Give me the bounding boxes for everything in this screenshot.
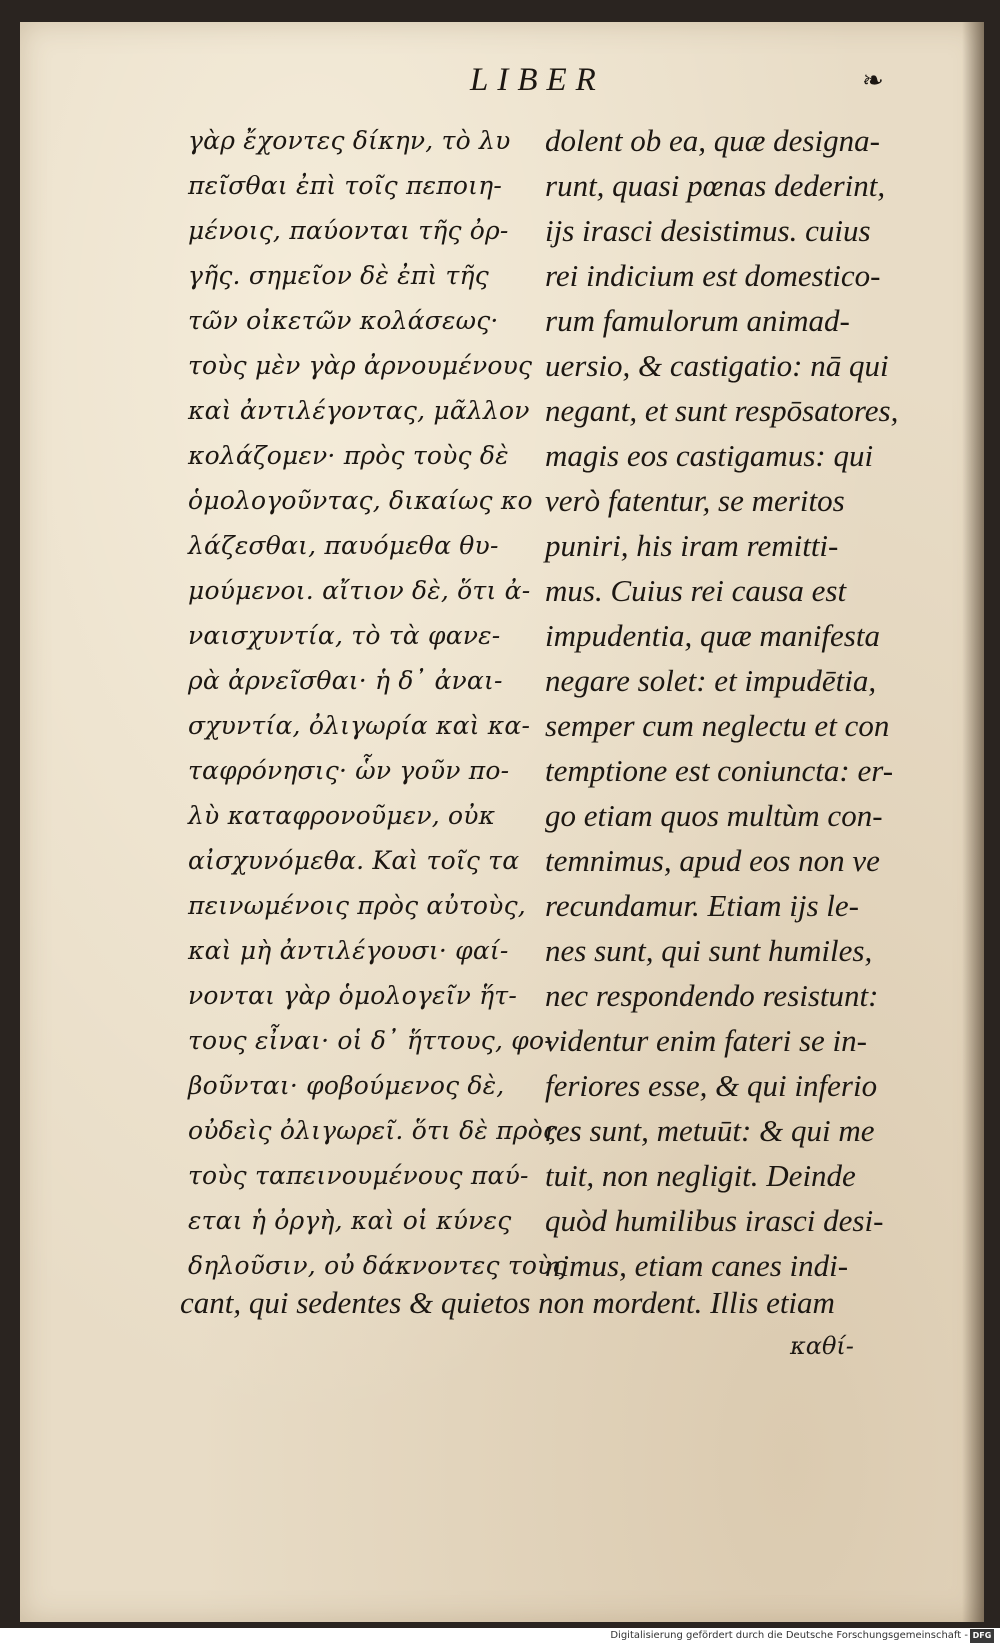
digitization-footer: [0, 1628, 1000, 1645]
latin-line: recundamur. Etiam ijs le-: [545, 888, 859, 923]
latin-text-column: [545, 118, 925, 1288]
latin-line: dolent ob ea, quæ designa-: [545, 123, 880, 158]
latin-line: magis eos castigamus: qui: [545, 438, 874, 473]
greek-line: πεῖσθαι ἐπὶ τοῖς πεποιη-: [188, 171, 502, 200]
latin-line: tuit, non negligit. Deinde: [545, 1158, 856, 1193]
greek-line: πεινωμένοις πρὸς αὐτοὺς,: [188, 891, 526, 920]
greek-line: ὁμολογοῦντας, δικαίως κο: [188, 486, 533, 515]
greek-line: γὰρ ἔχοντες δίκην, τὸ λυ: [188, 126, 511, 155]
latin-line: rum famulorum animad-: [545, 303, 850, 338]
latin-line: feriores esse, & qui inferio: [545, 1068, 878, 1103]
greek-line: τῶν οἰκετῶν κολάσεως·: [188, 306, 499, 335]
running-title: LIBER: [470, 62, 605, 98]
greek-line: ναισχυντία, τὸ τὰ φανε-: [188, 621, 501, 650]
greek-line: μένοις, παύονται τῆς ὀρ-: [188, 216, 509, 245]
latin-line: uersio, & castigatio: nā qui: [545, 348, 889, 383]
latin-line: quòd humilibus irasci desi-: [545, 1203, 884, 1238]
latin-line: ijs irasci desistimus. cuius: [545, 213, 871, 248]
greek-line: αἰσχυνόμεθα. Καὶ τοῖς τα: [188, 846, 520, 875]
latin-line: puniri, his iram remitti-: [545, 528, 839, 563]
latin-line: nec respondendo resistunt:: [545, 978, 879, 1013]
latin-line: temptione est coniuncta: er-: [545, 753, 894, 788]
greek-line: λάζεσθαι, παυόμεθα θυ-: [188, 531, 499, 560]
latin-line: runt, quasi pœnas dederint,: [545, 168, 886, 203]
greek-line: οὐδεὶς ὀλιγωρεῖ. ὅτι δὲ πρὸς: [188, 1116, 558, 1145]
greek-line: λὺ καταφρονοῦμεν, οὐκ: [188, 801, 496, 830]
latin-line: semper cum neglectu et con: [545, 708, 890, 743]
latin-line: nes sunt, qui sunt humiles,: [545, 933, 873, 968]
greek-line: γῆς. σημεῖον δὲ ἐπὶ τῆς: [188, 261, 489, 290]
greek-text-column: [188, 118, 567, 1288]
greek-line: ταφρόνησις· ὧν γοῦν πο-: [188, 756, 510, 785]
latin-line: videntur enim fateri se in-: [545, 1023, 867, 1058]
greek-line: τοὺς ταπεινουμένους παύ-: [188, 1161, 529, 1190]
footer-credit: Digitalisierung gefördert durch die Deutsche Forschungsgemeinschaft -: [610, 1630, 968, 1641]
greek-line: ρὰ ἀρνεῖσθαι· ἡ δ᾽ ἀναι-: [188, 666, 503, 695]
greek-line: μούμενοι. αἴτιον δὲ, ὅτι ἀ-: [188, 576, 531, 605]
latin-line: nimus, etiam canes indi-: [545, 1248, 849, 1283]
latin-line: negant, et sunt respōsatores,: [545, 393, 899, 428]
page-gutter-shadow: [962, 22, 984, 1622]
greek-line: βοῦνται· φοβούμενος δὲ,: [188, 1071, 505, 1100]
greek-line: καὶ ἀντιλέγοντας, μᾶλλον: [188, 396, 530, 425]
latin-line: verò fatentur, se meritos: [545, 483, 845, 518]
latin-line: rei indicium est domestico-: [545, 258, 881, 293]
latin-line: negare solet: et impudētia,: [545, 663, 877, 698]
dfg-logo: DFG: [970, 1629, 994, 1643]
latin-line: temnimus, apud eos non ve: [545, 843, 880, 878]
greek-line: νονται γὰρ ὁμολογεῖν ἥτ-: [188, 981, 517, 1010]
greek-line: τοὺς μὲν γὰρ ἀρνουμένους: [188, 351, 533, 380]
greek-line: εται ἡ ὀργὴ, καὶ οἱ κύνες: [188, 1206, 512, 1235]
catchword: καθί-: [790, 1332, 854, 1360]
latin-line: impudentia, quæ manifesta: [545, 618, 880, 653]
greek-line: σχυντία, ὀλιγωρία καὶ κα-: [188, 711, 531, 740]
greek-line: τους εἶναι· οἱ δ᾽ ἥττους, φο-: [188, 1026, 553, 1055]
latin-line: mus. Cuius rei causa est: [545, 573, 847, 608]
leaf-ornament-icon: ❧: [862, 66, 884, 96]
latin-line: go etiam quos multùm con-: [545, 798, 883, 833]
greek-line: κολάζομεν· πρὸς τοὺς δὲ: [188, 441, 509, 470]
greek-line: δηλοῦσιν, οὐ δάκνοντες τοὺς: [188, 1251, 567, 1280]
greek-line: καὶ μὴ ἀντιλέγουσι· φαί-: [188, 936, 509, 965]
full-width-latin-line: cant, qui sedentes & quietos non mordent. Illis etiam: [180, 1285, 835, 1320]
latin-line: res sunt, metuūt: & qui me: [545, 1113, 875, 1148]
